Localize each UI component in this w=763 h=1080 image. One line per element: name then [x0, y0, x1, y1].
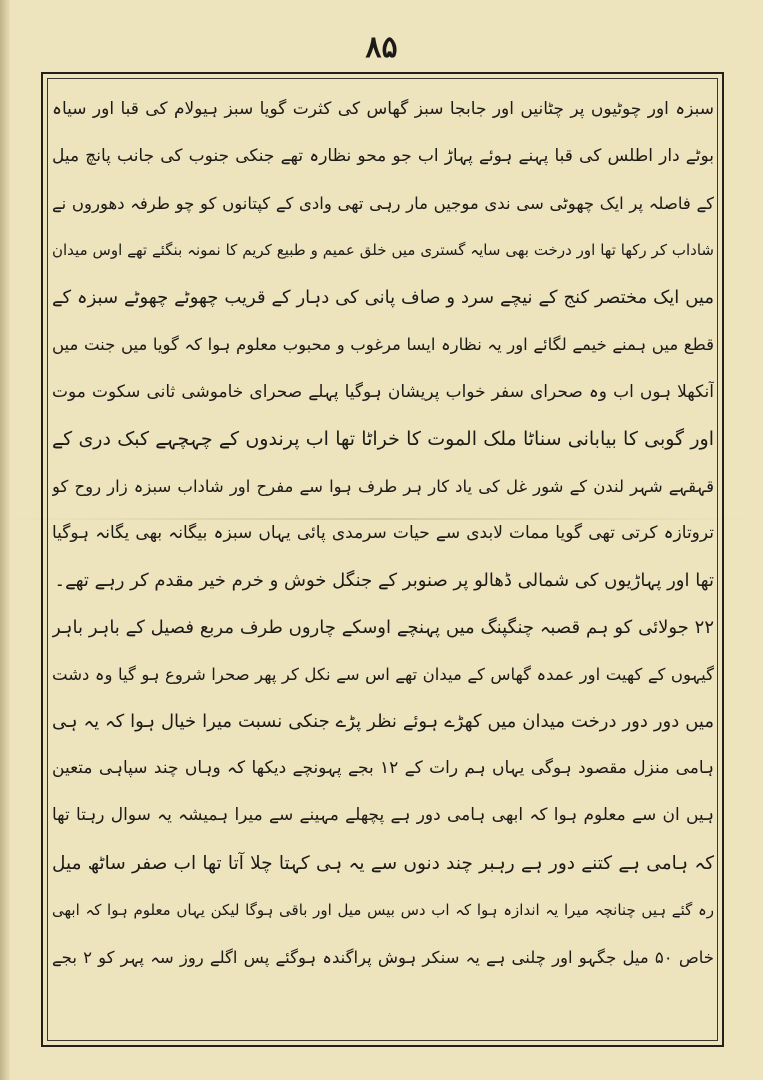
text-line: ہامی منزل مقصود ہوگی یہاں ہم رات کے ۱۲ بجے پہونچے دیکھا کہ وہاں چند سپاہی متعین [52, 758, 714, 779]
text-line: ۲۲ جولائی کو ہم قصبہ چنگپنگ میں پہنچے اوسکے چاروں طرف مربع فصیل کے باہر باہر [52, 617, 714, 639]
page-number: ۸۵ [365, 30, 398, 65]
text-line: ہیں ان سے معلوم ہوا کہ ابھی ہامی دور ہے پچھلے مہینے سے میرا ہمیشہ یہ سوال رہتا تھا [52, 805, 714, 826]
text-line: میں ایک مختصر کنج کے نیچے سرد و صاف پانی کی دہار کے قریب چھوٹے چھوٹے سبزہ کے [52, 287, 714, 309]
text-line: تھا اور پہاڑیوں کی شمالی ڈھالو پر صنوبر کے جنگل خوش و خرم خیر مقدم کر رہے تھے۔ [54, 569, 714, 591]
text-line: شاداب کر رکھا تھا اور درخت بھی سایہ گستری میں خلق عمیم و طبیع کریم کا نمونہ بنگئے تھے اوس میدان [52, 241, 714, 260]
text-line: میں دور دور درخت میدان میں کھڑے ہوئے نظر پڑے جنکی نسبت میرا خیال ہوا کہ یہ ہی [52, 711, 714, 733]
text-line: قہقہے شہر لندن کے شور غل کی یاد کار ہر طرف ہوا سے مفرح اور شاداب سبزہ زار روح کو [52, 476, 714, 496]
text-line: کے فاصلہ پر ایک چھوٹی سی ندی موجیں مار رہی تھی وادی کے کپتانوں کو چو طرفہ دھوروں نے [52, 194, 714, 214]
text-line: سبزہ اور چوٹیوں پر چٹانیں اور جابجا سبز گھاس کی کثرت گویا سبز ہیولام کی قبا اور سیاہ [52, 99, 714, 119]
text-line: قطع میں ہمنے خیمے لگائے اور یہ نظارہ ایسا مرغوب و محبوب معلوم ہوا کہ گویا میں جنت میں [52, 335, 714, 355]
text-line: اور گوبی کا بیابانی سناٹا ملک الموت کا خراٹا تھا اب پرندوں کے چہچہے کبک دری کے [52, 427, 714, 450]
body-text [52, 86, 714, 981]
text-line: گیہوں کے کھیت اور عمدہ گھاس کے میدان تھے اس سے نکل کر پھر صحرا شروع ہو گیا وہ دشت [52, 665, 714, 685]
text-line: بوٹے دار اطلس کی قبا پہنے ہوئے پہاڑ اب جو محو نظارہ تھے جنکی جنوب کی جانب پانچ میل [52, 146, 714, 167]
text-line: کہ ہامی ہے کتنے دور ہے رہبر چند دنوں سے یہ ہی کہتا چلا آتا تھا اب صفر ساٹھ میل [52, 852, 714, 874]
text-line: رہ گئے ہیں چنانچہ میرا یہ اندازہ ہوا کہ اب دس بیس میل اور باقی ہوگا لیکن یہاں معلوم ہوا کہ ابھی [52, 900, 714, 919]
text-line: آنکھلا ہوں اب وہ صحرای سفر خواب پریشان ہوگیا پہلے صحرای خاموشی ثانی سکوت موت [52, 381, 714, 402]
text-line: خاص ۵۰ میل جگہو اور چلنی ہے یہ سنکر ہوش پراگندہ ہوگئے پس اگلے روز سہ پہر کو ۲ بجے [52, 947, 714, 967]
text-line: تروتازہ کرتی تھی گویا ممات لابدی سے حیات سرمدی پائی یہاں سبزہ بیگانہ بھی یگانہ ہوگیا [52, 522, 714, 543]
page-edge-shadow [0, 0, 10, 1080]
